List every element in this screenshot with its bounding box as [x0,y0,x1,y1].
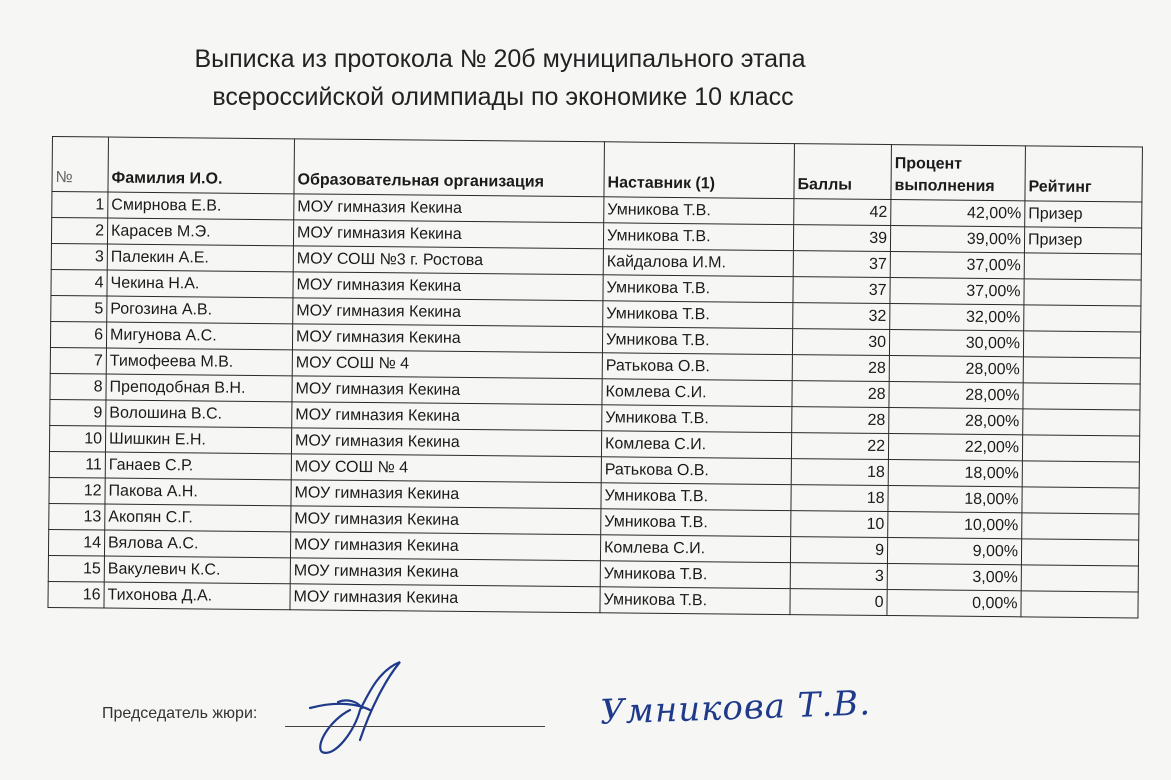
row-mentor: Комлева С.И. [600,535,790,563]
header-org: Образовательная организация [294,139,605,197]
row-org: МОУ гимназия Кекина [291,506,601,535]
row-name: Мигунова А.С. [106,322,292,350]
row-mentor: Комлева С.И. [602,379,792,407]
row-num: 2 [51,218,107,245]
row-rating [1024,253,1141,280]
row-score: 28 [792,381,889,408]
row-org: МОУ гимназия Кекина [290,532,600,561]
row-score: 32 [793,303,890,330]
row-percent: 37,00% [890,278,1024,305]
header-percent-line1: Процент [894,155,963,173]
row-percent: 22,00% [888,434,1022,461]
row-name: Палекин А.Е. [107,244,293,272]
document-title [0,40,1000,116]
row-name: Карасев М.Э. [107,218,293,246]
header-mentor: Наставник (1) [604,142,795,199]
row-rating [1023,357,1140,384]
row-num: 8 [50,373,106,400]
row-mentor: Умникова Т.В. [602,405,792,433]
row-score: 28 [792,407,889,434]
row-org: МОУ СОШ № 4 [292,350,602,379]
row-percent: 10,00% [888,512,1022,539]
row-num: 14 [48,529,104,556]
chair-signature-scribble [300,650,420,770]
row-name: Вакулевич К.С. [104,556,290,584]
row-percent: 0,00% [887,590,1021,617]
row-percent: 18,00% [888,486,1022,513]
row-num: 6 [50,321,106,348]
row-mentor: Кайдалова И.М. [603,249,793,277]
row-percent: 42,00% [891,200,1025,227]
header-rating: Рейтинг [1025,146,1143,202]
row-name: Преподобная В.Н. [106,374,292,402]
row-num: 15 [48,555,104,582]
row-num: 5 [51,295,107,322]
row-score: 37 [793,251,890,278]
row-percent: 30,00% [889,330,1023,357]
row-score: 30 [792,329,889,356]
row-percent: 28,00% [889,382,1023,409]
signature-line [285,726,545,727]
row-org: МОУ гимназия Кекина [294,194,604,223]
row-mentor: Умникова Т.В. [600,561,790,589]
row-num: 13 [49,503,105,530]
row-name: Шишкин Е.Н. [105,426,291,454]
row-rating [1022,487,1139,514]
row-rating [1024,279,1141,306]
row-org: МОУ гимназия Кекина [290,558,600,587]
header-percent [891,145,1026,201]
row-org: МОУ гимназия Кекина [290,584,600,613]
row-name: Рогозина А.В. [107,296,293,324]
row-percent: 9,00% [887,538,1021,565]
row-num: 3 [51,243,107,270]
row-name: Акопян С.Г. [105,504,291,532]
header-percent-line2: выполнения [894,177,995,196]
row-score: 0 [790,589,887,616]
row-score: 18 [791,459,888,486]
row-score: 3 [790,563,887,590]
row-rating [1023,331,1140,358]
row-percent: 37,00% [890,252,1024,279]
row-mentor: Умникова Т.В. [601,483,791,511]
row-rating [1022,513,1139,540]
row-num: 9 [50,399,106,426]
row-percent: 39,00% [890,226,1024,253]
row-org: МОУ гимназия Кекина [293,298,603,327]
row-mentor: Ратькова О.В. [602,353,792,381]
row-rating: Призер [1025,201,1142,228]
row-org: МОУ СОШ №3 г. Ростова [293,246,603,275]
row-score: 9 [790,537,887,564]
title-line-2: всероссийской олимпиады по экономике 10 класс [212,83,794,111]
row-num: 11 [49,451,105,478]
row-percent: 28,00% [889,356,1023,383]
row-name: Тихонова Д.А. [104,582,290,610]
row-name: Пакова А.Н. [105,478,291,506]
row-name: Ганаев С.Р. [105,452,291,480]
row-name: Вялова А.С. [104,530,290,558]
row-rating [1021,591,1138,618]
row-org: МОУ гимназия Кекина [291,480,601,509]
row-percent: 28,00% [889,408,1023,435]
row-mentor: Умникова Т.В. [604,197,794,225]
signature-area [0,650,1171,780]
handwritten-signature-name: Умникова Т.В. [599,683,872,733]
row-org: МОУ гимназия Кекина [293,272,603,301]
row-percent: 18,00% [888,460,1022,487]
row-num: 4 [51,269,107,296]
row-rating [1024,305,1141,332]
row-org: МОУ гимназия Кекина [292,376,602,405]
row-org: МОУ гимназия Кекина [291,428,601,457]
row-score: 18 [791,485,888,512]
row-rating [1021,539,1138,566]
row-score: 37 [793,277,890,304]
row-num: 7 [50,347,106,374]
row-mentor: Ратькова О.В. [601,457,791,485]
row-num: 12 [49,477,105,504]
row-rating [1022,435,1139,462]
row-mentor: Умникова Т.В. [603,223,793,251]
header-score: Баллы [794,144,892,200]
row-rating: Призер [1024,227,1141,254]
row-org: МОУ гимназия Кекина [292,324,602,353]
row-score: 22 [791,433,888,460]
row-rating [1021,565,1138,592]
row-score: 42 [794,199,891,226]
row-score: 39 [793,225,890,252]
row-num: 10 [49,425,105,452]
row-org: МОУ СОШ № 4 [291,454,601,483]
header-num: № [52,137,109,193]
header-name: Фамилия И.О. [108,137,295,194]
row-mentor: Умникова Т.В. [600,587,790,615]
row-mentor: Комлева С.И. [601,431,791,459]
row-mentor: Умникова Т.В. [603,275,793,303]
row-name: Тимофеева М.В. [106,348,292,376]
row-rating [1023,409,1140,436]
row-num: 1 [52,192,108,219]
row-rating [1022,461,1139,488]
row-score: 10 [791,511,888,538]
title-line-1: Выписка из протокола № 20б муниципального этапа [194,45,806,73]
row-score: 28 [792,355,889,382]
row-mentor: Умникова Т.В. [602,327,792,355]
results-table [47,136,1142,618]
row-mentor: Умникова Т.В. [603,301,793,329]
row-org: МОУ гимназия Кекина [292,402,602,431]
row-org: МОУ гимназия Кекина [293,220,603,249]
row-percent: 32,00% [890,304,1024,331]
row-percent: 3,00% [887,564,1021,591]
row-name: Смирнова Е.В. [108,192,294,220]
row-mentor: Умникова Т.В. [601,509,791,537]
row-num: 16 [48,581,104,608]
row-name: Чекина Н.А. [107,270,293,298]
row-name: Волошина В.С. [106,400,292,428]
chair-label: Председатель жюри: [102,705,258,722]
row-rating [1023,383,1140,410]
